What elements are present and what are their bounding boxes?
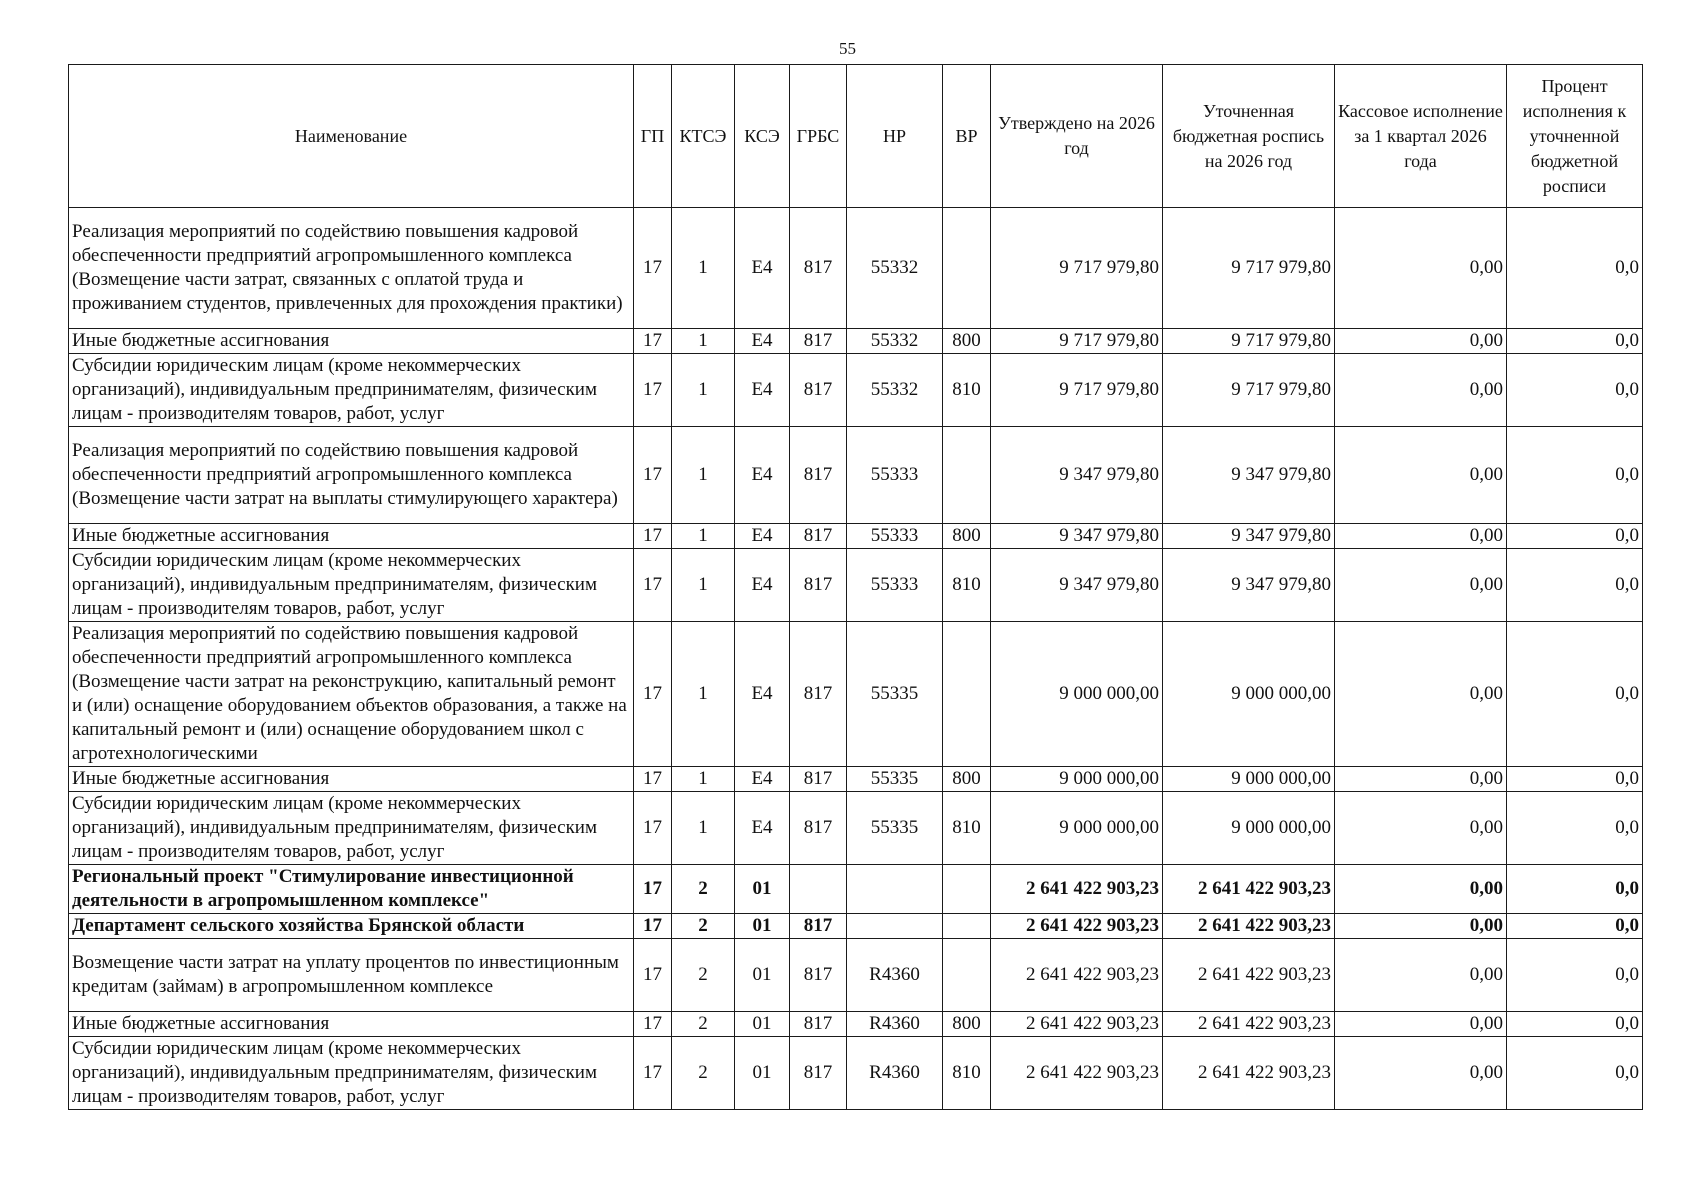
cell-approved: 9 717 979,80 — [991, 208, 1163, 329]
cell-refined: 9 347 979,80 — [1163, 549, 1335, 622]
cell-kse: Е4 — [735, 622, 790, 767]
header-vr: ВР — [943, 65, 991, 208]
cell-percent: 0,0 — [1507, 792, 1643, 865]
cell-percent: 0,0 — [1507, 354, 1643, 427]
cell-cash: 0,00 — [1335, 767, 1507, 792]
header-cash: Кассовое исполнение за 1 квартал 2026 года — [1335, 65, 1507, 208]
table-row — [69, 208, 1643, 329]
cell-ktse: 2 — [672, 939, 735, 1012]
cell-name: Иные бюджетные ассигнования — [69, 524, 634, 549]
header-nr: НР — [847, 65, 943, 208]
cell-vr: 800 — [943, 329, 991, 354]
cell-kse: 01 — [735, 914, 790, 939]
cell-vr: 810 — [943, 1037, 991, 1110]
cell-name: Реализация мероприятий по содействию повышения кадровой обеспеченности предприятий агропромышленного комплекса (Возмещение части затрат на выплаты стимулирующего характера) — [69, 427, 634, 524]
page-number: 55 — [839, 39, 856, 58]
cell-gp: 17 — [634, 939, 672, 1012]
cell-refined: 9 000 000,00 — [1163, 767, 1335, 792]
cell-kse: 01 — [735, 1012, 790, 1037]
cell-grbs: 817 — [790, 939, 847, 1012]
cell-grbs: 817 — [790, 354, 847, 427]
cell-gp: 17 — [634, 1012, 672, 1037]
cell-gp: 17 — [634, 208, 672, 329]
cell-nr: 55332 — [847, 208, 943, 329]
cell-gp: 17 — [634, 524, 672, 549]
cell-kse: Е4 — [735, 427, 790, 524]
cell-approved: 9 347 979,80 — [991, 549, 1163, 622]
cell-nr: 55333 — [847, 524, 943, 549]
cell-percent: 0,0 — [1507, 524, 1643, 549]
cell-vr — [943, 622, 991, 767]
cell-vr: 810 — [943, 354, 991, 427]
cell-vr: 800 — [943, 767, 991, 792]
cell-name: Реализация мероприятий по содействию повышения кадровой обеспеченности предприятий агропромышленного комплекса (Возмещение части затрат, связанных с оплатой труда и проживанием студентов, привлеченных для прохождения практики) — [69, 208, 634, 329]
header-approved: Утверждено на 2026 год — [991, 65, 1163, 208]
cell-gp: 17 — [634, 1037, 672, 1110]
cell-approved: 2 641 422 903,23 — [991, 914, 1163, 939]
cell-grbs: 817 — [790, 622, 847, 767]
cell-percent: 0,0 — [1507, 865, 1643, 914]
cell-kse: Е4 — [735, 524, 790, 549]
cell-vr: 810 — [943, 792, 991, 865]
cell-refined: 9 000 000,00 — [1163, 622, 1335, 767]
cell-grbs: 817 — [790, 524, 847, 549]
table-row — [69, 914, 1643, 939]
cell-percent: 0,0 — [1507, 427, 1643, 524]
table-row — [69, 767, 1643, 792]
cell-grbs: 817 — [790, 1037, 847, 1110]
cell-approved: 9 347 979,80 — [991, 427, 1163, 524]
header-name: Наименование — [69, 65, 634, 208]
cell-cash: 0,00 — [1335, 329, 1507, 354]
cell-ktse: 1 — [672, 622, 735, 767]
cell-cash: 0,00 — [1335, 427, 1507, 524]
cell-name: Субсидии юридическим лицам (кроме некоммерческих организаций), индивидуальным предпринимателям, физическим лицам - производителям товаров, работ, услуг — [69, 1037, 634, 1110]
cell-approved: 2 641 422 903,23 — [991, 939, 1163, 1012]
cell-gp: 17 — [634, 427, 672, 524]
cell-refined: 9 717 979,80 — [1163, 354, 1335, 427]
table-row — [69, 622, 1643, 767]
cell-approved: 9 717 979,80 — [991, 354, 1163, 427]
cell-nr: 55333 — [847, 427, 943, 524]
cell-cash: 0,00 — [1335, 208, 1507, 329]
table-row — [69, 865, 1643, 914]
header-ktse: КТСЭ — [672, 65, 735, 208]
cell-cash: 0,00 — [1335, 524, 1507, 549]
header-kse: КСЭ — [735, 65, 790, 208]
cell-vr: 800 — [943, 1012, 991, 1037]
cell-grbs: 817 — [790, 1012, 847, 1037]
cell-percent: 0,0 — [1507, 939, 1643, 1012]
cell-kse: 01 — [735, 939, 790, 1012]
cell-approved: 9 717 979,80 — [991, 329, 1163, 354]
cell-nr: 55333 — [847, 549, 943, 622]
cell-cash: 0,00 — [1335, 792, 1507, 865]
cell-nr: R4360 — [847, 1012, 943, 1037]
cell-percent: 0,0 — [1507, 1037, 1643, 1110]
cell-gp: 17 — [634, 329, 672, 354]
cell-percent: 0,0 — [1507, 622, 1643, 767]
cell-approved: 9 000 000,00 — [991, 622, 1163, 767]
cell-name: Иные бюджетные ассигнования — [69, 329, 634, 354]
table-row — [69, 329, 1643, 354]
table-body — [69, 208, 1643, 1110]
cell-nr: R4360 — [847, 939, 943, 1012]
cell-refined: 9 000 000,00 — [1163, 792, 1335, 865]
cell-kse: Е4 — [735, 549, 790, 622]
cell-ktse: 1 — [672, 427, 735, 524]
table-row — [69, 427, 1643, 524]
cell-name: Субсидии юридическим лицам (кроме некоммерческих организаций), индивидуальным предпринимателям, физическим лицам - производителям товаров, работ, услуг — [69, 549, 634, 622]
cell-vr — [943, 208, 991, 329]
cell-refined: 2 641 422 903,23 — [1163, 1037, 1335, 1110]
cell-cash: 0,00 — [1335, 939, 1507, 1012]
cell-ktse: 1 — [672, 208, 735, 329]
cell-ktse: 1 — [672, 549, 735, 622]
cell-grbs: 817 — [790, 792, 847, 865]
cell-vr — [943, 865, 991, 914]
cell-name: Возмещение части затрат на уплату процентов по инвестиционным кредитам (займам) в агропромышленном комплексе — [69, 939, 634, 1012]
cell-refined: 9 717 979,80 — [1163, 329, 1335, 354]
cell-nr: 55335 — [847, 767, 943, 792]
cell-refined: 2 641 422 903,23 — [1163, 914, 1335, 939]
cell-kse: Е4 — [735, 208, 790, 329]
cell-ktse: 2 — [672, 914, 735, 939]
cell-gp: 17 — [634, 549, 672, 622]
cell-cash: 0,00 — [1335, 622, 1507, 767]
cell-nr — [847, 914, 943, 939]
cell-gp: 17 — [634, 622, 672, 767]
table-row — [69, 1037, 1643, 1110]
table-row — [69, 524, 1643, 549]
cell-vr — [943, 939, 991, 1012]
header-gp: ГП — [634, 65, 672, 208]
table-row — [69, 792, 1643, 865]
cell-refined: 2 641 422 903,23 — [1163, 865, 1335, 914]
cell-name: Субсидии юридическим лицам (кроме некоммерческих организаций), индивидуальным предпринимателям, физическим лицам - производителям товаров, работ, услуг — [69, 354, 634, 427]
cell-cash: 0,00 — [1335, 1037, 1507, 1110]
cell-refined: 9 717 979,80 — [1163, 208, 1335, 329]
cell-nr: 55332 — [847, 329, 943, 354]
budget-table — [68, 64, 1643, 1110]
cell-kse: 01 — [735, 1037, 790, 1110]
cell-grbs: 817 — [790, 914, 847, 939]
header-percent: Процент исполнения к уточненной бюджетной росписи — [1507, 65, 1643, 208]
cell-kse: Е4 — [735, 329, 790, 354]
cell-grbs: 817 — [790, 329, 847, 354]
cell-ktse: 1 — [672, 329, 735, 354]
table-row — [69, 354, 1643, 427]
table-row — [69, 549, 1643, 622]
cell-percent: 0,0 — [1507, 1012, 1643, 1037]
cell-ktse: 1 — [672, 354, 735, 427]
cell-percent: 0,0 — [1507, 329, 1643, 354]
cell-grbs: 817 — [790, 549, 847, 622]
cell-grbs — [790, 865, 847, 914]
cell-gp: 17 — [634, 767, 672, 792]
cell-name: Иные бюджетные ассигнования — [69, 767, 634, 792]
cell-kse: 01 — [735, 865, 790, 914]
cell-refined: 2 641 422 903,23 — [1163, 939, 1335, 1012]
cell-ktse: 1 — [672, 524, 735, 549]
cell-vr: 800 — [943, 524, 991, 549]
cell-percent: 0,0 — [1507, 767, 1643, 792]
cell-nr: 55335 — [847, 792, 943, 865]
cell-kse: Е4 — [735, 767, 790, 792]
cell-percent: 0,0 — [1507, 914, 1643, 939]
cell-grbs: 817 — [790, 208, 847, 329]
cell-approved: 9 000 000,00 — [991, 767, 1163, 792]
table-row — [69, 1012, 1643, 1037]
cell-nr — [847, 865, 943, 914]
cell-name: Субсидии юридическим лицам (кроме некоммерческих организаций), индивидуальным предпринимателям, физическим лицам - производителям товаров, работ, услуг — [69, 792, 634, 865]
cell-cash: 0,00 — [1335, 354, 1507, 427]
cell-refined: 9 347 979,80 — [1163, 524, 1335, 549]
cell-nr: 55335 — [847, 622, 943, 767]
cell-name: Региональный проект "Стимулирование инвестиционной деятельности в агропромышленном комплексе" — [69, 865, 634, 914]
cell-percent: 0,0 — [1507, 208, 1643, 329]
cell-nr: 55332 — [847, 354, 943, 427]
cell-kse: Е4 — [735, 354, 790, 427]
cell-grbs: 817 — [790, 427, 847, 524]
cell-gp: 17 — [634, 914, 672, 939]
cell-gp: 17 — [634, 865, 672, 914]
cell-cash: 0,00 — [1335, 914, 1507, 939]
header-row — [69, 65, 1643, 208]
header-grbs: ГРБС — [790, 65, 847, 208]
cell-ktse: 2 — [672, 1037, 735, 1110]
cell-cash: 0,00 — [1335, 865, 1507, 914]
cell-refined: 2 641 422 903,23 — [1163, 1012, 1335, 1037]
cell-percent: 0,0 — [1507, 549, 1643, 622]
cell-approved: 2 641 422 903,23 — [991, 1037, 1163, 1110]
cell-name: Департамент сельского хозяйства Брянской области — [69, 914, 634, 939]
cell-gp: 17 — [634, 354, 672, 427]
cell-gp: 17 — [634, 792, 672, 865]
cell-name: Иные бюджетные ассигнования — [69, 1012, 634, 1037]
cell-approved: 2 641 422 903,23 — [991, 865, 1163, 914]
cell-vr: 810 — [943, 549, 991, 622]
cell-approved: 2 641 422 903,23 — [991, 1012, 1163, 1037]
cell-ktse: 1 — [672, 767, 735, 792]
cell-cash: 0,00 — [1335, 1012, 1507, 1037]
cell-kse: Е4 — [735, 792, 790, 865]
cell-ktse: 2 — [672, 1012, 735, 1037]
cell-approved: 9 000 000,00 — [991, 792, 1163, 865]
cell-vr — [943, 914, 991, 939]
cell-nr: R4360 — [847, 1037, 943, 1110]
cell-ktse: 2 — [672, 865, 735, 914]
cell-ktse: 1 — [672, 792, 735, 865]
cell-approved: 9 347 979,80 — [991, 524, 1163, 549]
cell-vr — [943, 427, 991, 524]
cell-grbs: 817 — [790, 767, 847, 792]
table-row — [69, 939, 1643, 1012]
cell-cash: 0,00 — [1335, 549, 1507, 622]
header-refined: Уточненная бюджетная роспись на 2026 год — [1163, 65, 1335, 208]
cell-refined: 9 347 979,80 — [1163, 427, 1335, 524]
cell-name: Реализация мероприятий по содействию повышения кадровой обеспеченности предприятий агропромышленного комплекса (Возмещение части затрат на реконструкцию, капитальный ремонт и (или) оснащение оборудованием объектов образования, а также на капитальный ремонт и (или) оснащение оборудованием школ с агротехнологическими — [69, 622, 634, 767]
